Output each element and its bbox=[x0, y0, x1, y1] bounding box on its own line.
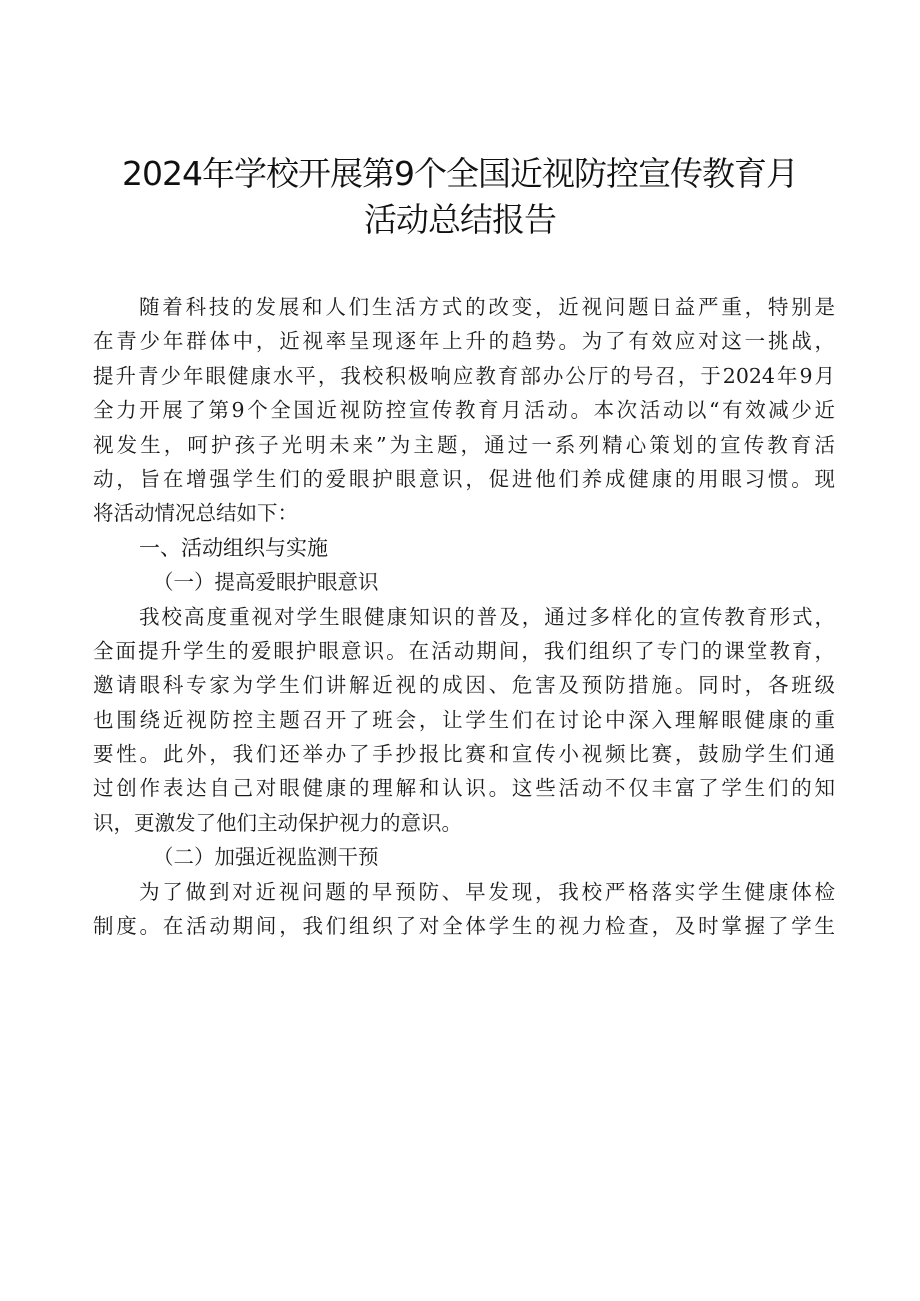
text-line: 随着科技的发展和人们生活方式的改变，近视问题日益严重，特别是 bbox=[139, 295, 835, 319]
document-title-line-1: 2024年学校开展第9个全国近视防控宣传教育月 bbox=[122, 154, 798, 193]
text-line: 视发生，呵护孩子光明未来”为主题，通过一系列精心策划的宣传教育活 bbox=[93, 432, 835, 457]
subsection-2-paragraph bbox=[93, 875, 835, 944]
text-line: 我校高度重视对学生眼健康知识的普及，通过多样化的宣传教育形式， bbox=[139, 604, 835, 629]
text-line: 过创作表达自己对眼健康的理解和认识。这些活动不仅丰富了学生们的知 bbox=[93, 776, 835, 801]
text-line: 制度。在活动期间，我们组织了对全体学生的视力检查，及时掌握了学生 bbox=[93, 914, 835, 939]
document-body bbox=[93, 290, 835, 943]
text-line: 提升青少年眼健康水平，我校积极响应教育部办公厅的号召，于2024年9月 bbox=[93, 363, 835, 388]
subsection-heading: （一）提高爱眼护眼意识 bbox=[153, 570, 379, 595]
text-line: 动，旨在增强学生们的爱眼护眼意识，促进他们养成健康的用眼习惯。现 bbox=[93, 466, 835, 491]
text-line: 在青少年群体中，近视率呈现逐年上升的趋势。为了有效应对这一挑战， bbox=[93, 329, 835, 354]
text-line: 全力开展了第9个全国近视防控宣传教育月活动。本次活动以“有效减少近 bbox=[93, 398, 835, 423]
subsection-1-paragraph bbox=[93, 600, 835, 841]
text-line: 为了做到对近视问题的早预防、早发现，我校严格落实学生健康体检 bbox=[139, 879, 835, 904]
text-line: 邀请眼科专家为学生们讲解近视的成因、危害及预防措施。同时，各班级 bbox=[93, 673, 835, 698]
section-heading: 一、活动组织与实施 bbox=[139, 535, 328, 560]
subsection-heading: （二）加强近视监测干预 bbox=[153, 845, 379, 870]
text-line: 将活动情况总结如下： bbox=[93, 501, 298, 526]
text-line: 要性。此外，我们还举办了手抄报比赛和宣传小视频比赛，鼓励学生们通 bbox=[93, 742, 835, 767]
text-line: 也围绕近视防控主题召开了班会，让学生们在讨论中深入理解眼健康的重 bbox=[93, 707, 835, 732]
text-line: 识，更激发了他们主动保护视力的意识。 bbox=[93, 810, 462, 835]
document-title-line-2: 活动总结报告 bbox=[364, 200, 556, 239]
intro-paragraph bbox=[93, 290, 835, 531]
text-line: 全面提升学生的爱眼护眼意识。在活动期间，我们组织了专门的课堂教育， bbox=[93, 638, 835, 663]
